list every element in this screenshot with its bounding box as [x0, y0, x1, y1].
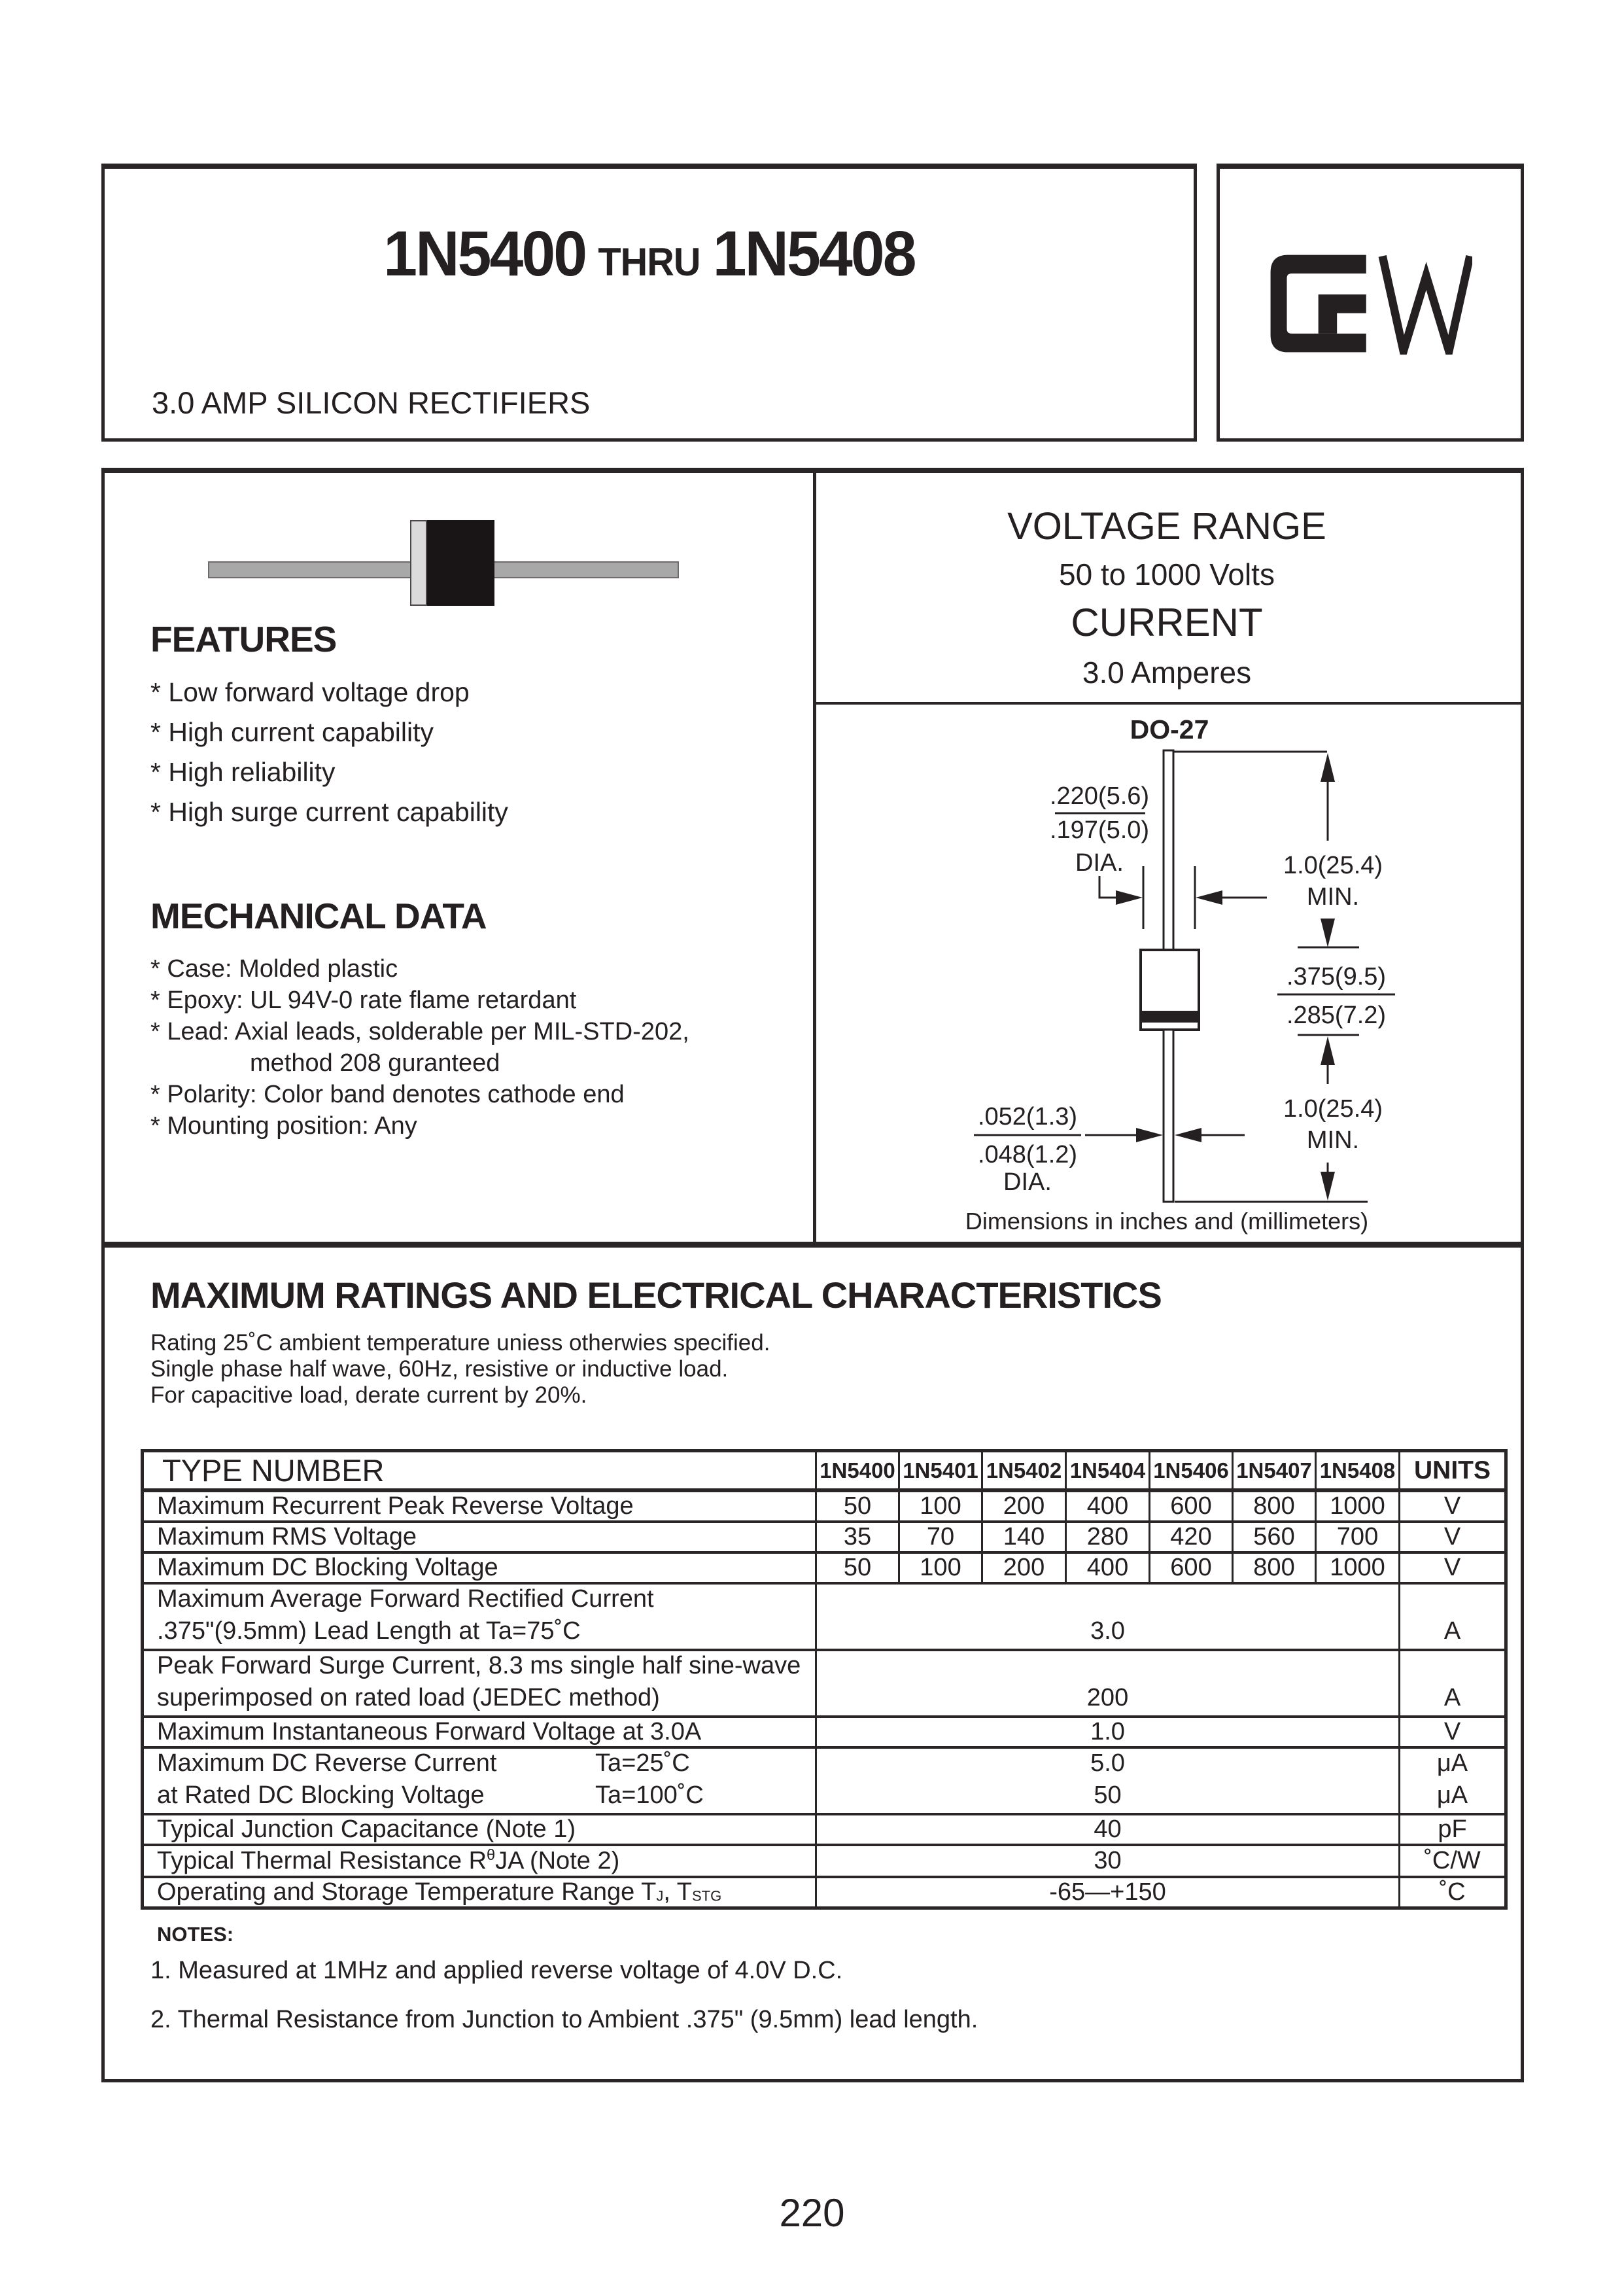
table-row [143, 1522, 1506, 1552]
mechanical-item: * Polarity: Color band denotes cathode end [150, 1081, 625, 1108]
value-cell: 1000 [1316, 1552, 1400, 1583]
table-row [143, 1747, 1506, 1778]
table-row [143, 1650, 1506, 1680]
param-label-text: , T [663, 1878, 692, 1906]
spacer-cell [816, 1650, 1400, 1680]
leader-line [1099, 876, 1118, 898]
param-label: Maximum Average Forward Rectified Current [157, 1585, 654, 1613]
mechanical-data-title: MECHANICAL DATA [150, 896, 487, 936]
param-label-text: JA (Note 2) [495, 1847, 620, 1875]
value-cell: 200 [982, 1552, 1066, 1583]
spacer-cell [816, 1583, 1400, 1613]
param-label [143, 1877, 816, 1908]
table-row [143, 1717, 1506, 1747]
value-cell: 800 [1233, 1490, 1316, 1522]
table-row [143, 1552, 1506, 1583]
unit-cell: A [1400, 1680, 1506, 1717]
param-label: Peak Forward Surge Current, 8.3 ms single half sine-wave [157, 1651, 801, 1679]
do27-cathode-band [1142, 1011, 1198, 1023]
feature-item: * High reliability [150, 757, 336, 787]
gw-logo-icon [1268, 253, 1472, 355]
column-header-type-number: TYPE NUMBER [143, 1451, 816, 1491]
column-header-1n5406: 1N5406 [1150, 1451, 1233, 1491]
header-box [101, 164, 1197, 442]
logo-letter-g-bar [1319, 294, 1366, 334]
arrow-right-icon [1116, 890, 1143, 905]
main-content-box [101, 468, 1524, 2082]
unit-cell: pF [1400, 1814, 1506, 1845]
unit-cell: μA [1400, 1747, 1506, 1778]
top-lead-dia-label: DIA. [1075, 849, 1124, 877]
value-cell: 30 [816, 1845, 1400, 1877]
value-cell: 50 [816, 1490, 899, 1522]
param-label: Typical Junction Capacitance (Note 1) [143, 1814, 816, 1845]
table-row [143, 1583, 1506, 1613]
unit-cell: V [1400, 1552, 1506, 1583]
arrow-left-icon [1196, 890, 1222, 905]
value-cell: 400 [1066, 1552, 1150, 1583]
do27-drawing [813, 705, 1521, 1240]
rating-condition-line: Single phase half wave, 60Hz, resistive or inductive load. [150, 1356, 729, 1382]
feature-item: * High current capability [150, 717, 434, 747]
features-list [150, 677, 508, 837]
value-cell: 280 [1066, 1522, 1150, 1552]
rating-conditions [150, 1330, 770, 1409]
arrow-up-icon [1321, 1036, 1335, 1065]
current-title: CURRENT [1071, 601, 1263, 644]
value-cell: 400 [1066, 1490, 1150, 1522]
voltage-range-title: VOLTAGE RANGE [1007, 505, 1326, 548]
title-thru: THRU [598, 240, 700, 284]
bottom-lead-dia-min: .048(1.2) [977, 1141, 1078, 1168]
voltage-range-value: 50 to 1000 Volts [1059, 557, 1275, 591]
diode-cathode-band-graphic [410, 520, 427, 606]
table-row [143, 1613, 1506, 1650]
body-length-min: .285(7.2) [1286, 1002, 1387, 1029]
column-header-1n5404: 1N5404 [1066, 1451, 1150, 1491]
value-cell: 35 [816, 1522, 899, 1552]
top-lead-length: 1.0(25.4) [1283, 852, 1383, 879]
unit-cell: ˚C [1400, 1877, 1506, 1908]
unit-cell: A [1400, 1613, 1506, 1650]
value-cell: 600 [1150, 1490, 1233, 1522]
value-cell: 70 [899, 1522, 982, 1552]
value-cell: 560 [1233, 1522, 1316, 1552]
arrow-down-icon [1321, 919, 1335, 947]
arrow-up-icon [1321, 753, 1335, 782]
value-cell: 200 [982, 1490, 1066, 1522]
column-header-units: UNITS [1400, 1451, 1506, 1491]
arrow-left-icon [1175, 1128, 1201, 1142]
title-part-left: 1N5400 [383, 218, 586, 289]
drawing-caption: Dimensions in inches and (millimeters) [965, 1208, 1369, 1235]
ratings-table [141, 1449, 1508, 1910]
param-label-text: Typical Thermal Resistance R [157, 1847, 487, 1875]
value-cell: 50 [816, 1552, 899, 1583]
table-row [143, 1877, 1506, 1908]
unit-cell: V [1400, 1717, 1506, 1747]
arrow-right-icon [1136, 1128, 1163, 1142]
condition-label: Ta=100˚C [595, 1781, 704, 1809]
value-cell: 800 [1233, 1552, 1316, 1583]
arrow-down-icon [1321, 1172, 1335, 1200]
top-lead-length-min: MIN. [1306, 883, 1360, 911]
value-cell: 3.0 [816, 1613, 1400, 1650]
param-label-text: Operating and Storage Temperature Range T [157, 1878, 657, 1906]
package-name: DO-27 [1130, 714, 1209, 745]
unit-cell: μA [1400, 1778, 1506, 1814]
feature-item: * High surge current capability [150, 797, 508, 827]
body-length-max: .375(9.5) [1286, 963, 1387, 990]
value-cell: 40 [816, 1814, 1400, 1845]
page-title [126, 217, 1171, 290]
table-row [143, 1490, 1506, 1522]
package-drawing-panel [813, 705, 1521, 1240]
feature-item: * Low forward voltage drop [150, 677, 470, 707]
value-cell: 140 [982, 1522, 1066, 1552]
table-row [143, 1845, 1506, 1877]
column-header-1n5402: 1N5402 [982, 1451, 1066, 1491]
value-cell: 200 [816, 1680, 1400, 1717]
rating-condition-line: Rating 25˚C ambient temperature uniess otherwies specified. [150, 1330, 770, 1356]
param-label: Maximum RMS Voltage [143, 1522, 816, 1552]
table-header-row [143, 1451, 1506, 1491]
condition-label: Ta=25˚C [595, 1749, 690, 1777]
current-value: 3.0 Amperes [1082, 656, 1252, 690]
value-cell: -65—+150 [816, 1877, 1400, 1908]
column-header-1n5401: 1N5401 [899, 1451, 982, 1491]
mechanical-item: * Lead: Axial leads, solderable per MIL-STD-202, [150, 1018, 689, 1045]
param-label [143, 1778, 816, 1814]
column-header-1n5400: 1N5400 [816, 1451, 899, 1491]
features-title: FEATURES [150, 619, 337, 659]
note-item: 2. Thermal Resistance from Junction to Ambient .375" (9.5mm) lead length. [150, 2006, 978, 2033]
value-cell: 700 [1316, 1522, 1400, 1552]
unit-cell: V [1400, 1522, 1506, 1552]
rating-condition-line: For capacitive load, derate current by 20%. [150, 1382, 587, 1408]
value-cell: 600 [1150, 1552, 1233, 1583]
diode-body-graphic [427, 520, 494, 606]
table-row [143, 1778, 1506, 1814]
subscript-j: J [656, 1887, 664, 1904]
subscript-stg: STG [691, 1887, 722, 1904]
bottom-lead-length-min: MIN. [1306, 1127, 1360, 1154]
param-label: Maximum Recurrent Peak Reverse Voltage [143, 1490, 816, 1522]
param-label-text: at Rated DC Blocking Voltage [157, 1781, 485, 1809]
param-label [143, 1747, 816, 1778]
doc-subtitle: 3.0 AMP SILICON RECTIFIERS [152, 385, 591, 420]
title-part-right: 1N5408 [712, 218, 915, 289]
bottom-lead-dia-label: DIA. [1003, 1168, 1052, 1196]
value-cell: 100 [899, 1490, 982, 1522]
value-cell: 1000 [1316, 1490, 1400, 1522]
ratings-title: MAXIMUM RATINGS AND ELECTRICAL CHARACTERISTICS [150, 1274, 1162, 1316]
column-header-1n5407: 1N5407 [1233, 1451, 1316, 1491]
bottom-lead-dia-max: .052(1.3) [977, 1103, 1078, 1130]
page-number: 220 [779, 2191, 845, 2235]
unit-cell: ˚C/W [1400, 1845, 1506, 1877]
param-label: .375"(9.5mm) Lead Length at Ta=75˚C [143, 1613, 816, 1650]
top-lead-dia-min: .197(5.0) [1049, 816, 1150, 844]
table-row [143, 1814, 1506, 1845]
mechanical-item: * Mounting position: Any [150, 1112, 417, 1140]
mechanical-item: * Case: Molded plastic [150, 955, 398, 983]
top-lead-dia-max: .220(5.6) [1049, 782, 1150, 810]
mechanical-item-continuation: method 208 guranteed [250, 1049, 500, 1077]
spacer-cell [1400, 1650, 1506, 1680]
logo-box [1217, 164, 1524, 442]
value-cell: 100 [899, 1552, 982, 1583]
mechanical-data-list [150, 955, 689, 1144]
unit-cell: V [1400, 1490, 1506, 1522]
spacer-cell [1400, 1583, 1506, 1613]
value-cell: 5.0 [816, 1747, 1400, 1778]
do27-top-lead [1164, 750, 1173, 950]
param-label: Maximum DC Blocking Voltage [143, 1552, 816, 1583]
theta-symbol: θ [487, 1846, 496, 1863]
value-cell: 1.0 [816, 1717, 1400, 1747]
param-label [143, 1845, 816, 1877]
logo-letter-w [1383, 256, 1470, 351]
section-divider [105, 1242, 1521, 1248]
do27-bottom-lead [1164, 1030, 1173, 1202]
param-label: superimposed on rated load (JEDEC method) [143, 1680, 816, 1717]
param-label: Maximum Instantaneous Forward Voltage at 3.0A [143, 1717, 816, 1747]
bottom-lead-length: 1.0(25.4) [1283, 1095, 1383, 1123]
notes-title: NOTES: [157, 1923, 234, 1946]
param-label-text: Maximum DC Reverse Current [157, 1749, 497, 1777]
mechanical-item: * Epoxy: UL 94V-0 rate flame retardant [150, 987, 577, 1014]
value-cell: 50 [816, 1778, 1400, 1814]
note-item: 1. Measured at 1MHz and applied reverse voltage of 4.0V D.C. [150, 1957, 843, 1984]
value-cell: 420 [1150, 1522, 1233, 1552]
table-row [143, 1680, 1506, 1717]
column-header-1n5408: 1N5408 [1316, 1451, 1400, 1491]
